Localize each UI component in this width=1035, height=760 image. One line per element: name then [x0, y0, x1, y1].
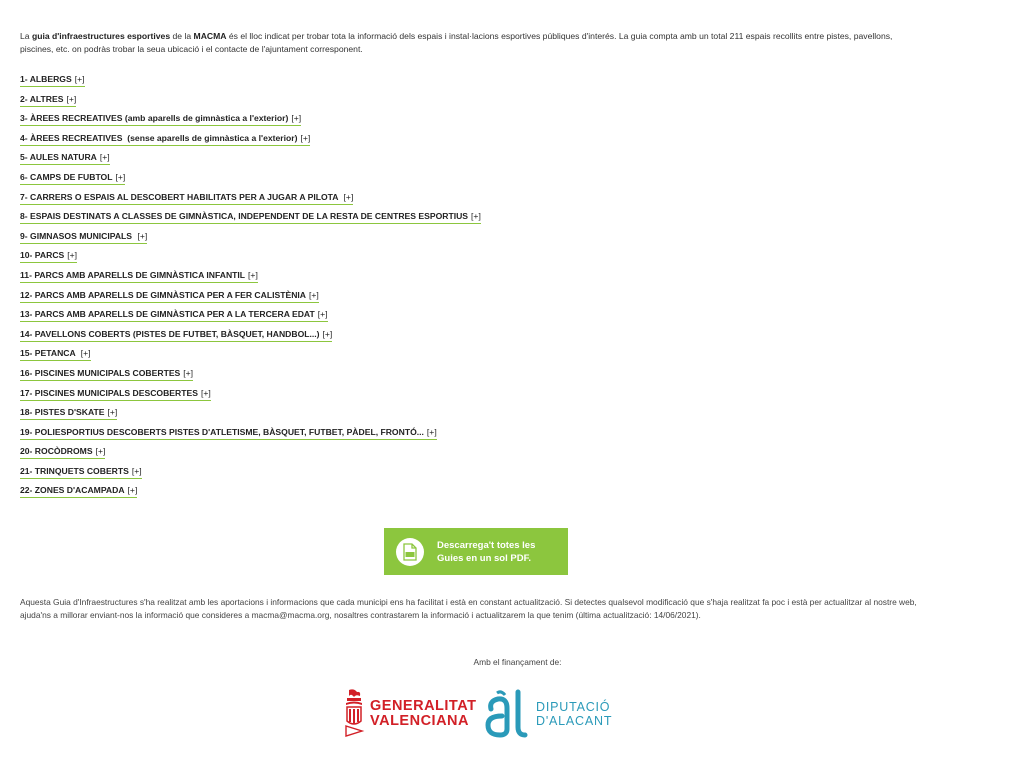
generalitat-valenciana-logo [343, 688, 476, 740]
category-label: 2- ALTRES [20, 93, 64, 104]
expand-toggle[interactable]: [+] [74, 74, 85, 84]
expand-toggle[interactable]: [+] [309, 289, 319, 300]
expand-toggle[interactable]: [+] [107, 407, 118, 418]
category-link[interactable] [20, 329, 332, 342]
gv-line1: GENERALITAT [370, 698, 477, 714]
category-item [20, 290, 481, 310]
category-link[interactable] [20, 74, 85, 87]
download-label-line2: Guies en un sol PDF. [437, 552, 531, 564]
intro-lead: La [20, 31, 32, 41]
intro-mid: de la [170, 31, 194, 41]
category-link[interactable] [20, 446, 105, 459]
expand-toggle[interactable]: [+] [137, 230, 148, 241]
category-item [20, 485, 481, 505]
expand-toggle[interactable]: [+] [99, 152, 110, 163]
expand-toggle[interactable]: [+] [343, 191, 354, 202]
expand-toggle[interactable]: [+] [127, 485, 138, 496]
category-link[interactable] [20, 368, 193, 381]
update-note: Aquesta Guia d'Infraestructures s'ha realitzat amb les aportacions i informacions que cada municipi ens ha facilitat i està en constant actualització. Si detectes qualsevol modificació que s'haja realitzat fa poc i està per actualitzar al nostre web, ajuda'ns a millorar enviant-nos la informació que consideres a macma@macma.org, nosaltres contrastarem la informació i actualitzarem la que tenim (última actualització: 14/06/2021). [20, 597, 917, 620]
category-item [20, 407, 481, 427]
diputacio-alacant-logo [485, 689, 612, 739]
category-label: 13- PARCS AMB APARELLS DE GIMNÀSTICA PER A LA TERCERA EDAT [20, 309, 315, 320]
download-all-pdf-button[interactable] [384, 528, 568, 575]
expand-toggle[interactable]: [+] [300, 132, 311, 143]
category-label: 3- ÀREES RECREATIVES (amb aparells de gimnàstica a l'exterior) [20, 113, 289, 124]
category-label: 4- ÀREES RECREATIVES (sense aparells de gimnàstica a l'exterior) [20, 132, 298, 143]
category-link[interactable] [20, 348, 91, 361]
category-link[interactable] [20, 250, 77, 263]
category-item [20, 74, 481, 94]
gv-line2: VALENCIANA [370, 713, 469, 729]
category-item [20, 133, 481, 153]
intro-rest: és el lloc indicat per trobar tota la informació dels espais i instal·lacions esportives públiques d'interés. La guia compta amb un total 211 espais recollits entre pistes, pavellons, piscines, etc. on podràs trobar la seua ubicació i el contacte de l'ajuntament corresponent. [20, 31, 893, 54]
category-link[interactable] [20, 290, 319, 303]
intro-paragraph [20, 30, 920, 56]
category-item [20, 192, 481, 212]
category-label: 9- GIMNASOS MUNICIPALS [20, 230, 135, 241]
category-link[interactable] [20, 466, 142, 479]
expand-toggle[interactable]: [+] [80, 348, 91, 359]
category-label: 17- PISCINES MUNICIPALS DESCOBERTES [20, 387, 198, 398]
expand-toggle[interactable]: [+] [471, 211, 481, 222]
intro-guide-name: guia d'infraestructures esportives [31, 31, 171, 41]
category-label: 6- CAMPS DE FUBTOL [20, 171, 113, 182]
download-label [437, 539, 552, 565]
category-label: 10- PARCS [20, 250, 65, 261]
category-link[interactable] [20, 407, 117, 420]
category-item [20, 427, 481, 447]
category-label: 15- PETANCA [20, 348, 78, 359]
category-list [20, 74, 481, 505]
expand-toggle[interactable]: [+] [426, 426, 437, 437]
generalitat-valenciana-emblem-icon [343, 688, 365, 740]
category-label: 7- CARRERS O ESPAIS AL DESCOBERT HABILITATS PER A JUGAR A PILOTA [20, 191, 341, 202]
expand-toggle[interactable]: [+] [67, 250, 78, 261]
pdf-file-icon [396, 538, 424, 566]
category-label: 21- TRINQUETS COBERTS [20, 465, 129, 476]
dip-line1: DIPUTACIÓ [536, 700, 611, 714]
generalitat-valenciana-wordmark [370, 699, 476, 729]
category-item [20, 94, 481, 114]
category-item [20, 211, 481, 231]
category-label: 22- ZONES D'ACAMPADA [20, 485, 125, 496]
category-item [20, 172, 481, 192]
diputacio-alacant-emblem-icon [485, 689, 529, 739]
category-item [20, 309, 481, 329]
category-item [20, 348, 481, 368]
category-link[interactable] [20, 309, 328, 322]
category-label: 12- PARCS AMB APARELLS DE GIMNÀSTICA PER A FER CALISTÈNIA [20, 289, 306, 300]
category-link[interactable] [20, 94, 76, 107]
category-label: 20- ROCÒDROMS [20, 446, 93, 457]
category-link[interactable] [20, 388, 211, 401]
category-item [20, 250, 481, 270]
category-label: 8- ESPAIS DESTINATS A CLASSES DE GIMNÀSTICA, INDEPENDENT DE LA RESTA DE CENTRES ESPORTIUS [20, 211, 469, 222]
expand-toggle[interactable]: [+] [183, 367, 194, 378]
expand-toggle[interactable]: [+] [322, 328, 333, 339]
category-label: 11- PARCS AMB APARELLS DE GIMNÀSTICA INFANTIL [20, 269, 246, 280]
category-link[interactable] [20, 270, 258, 283]
expand-toggle[interactable]: [+] [131, 465, 142, 476]
expand-toggle[interactable]: [+] [291, 113, 302, 124]
category-item [20, 368, 481, 388]
category-link[interactable] [20, 152, 110, 165]
category-item [20, 466, 481, 486]
category-label: 14- PAVELLONS COBERTS (PISTES DE FUTBET, BÀSQUET, HANDBOL...) [20, 328, 320, 339]
category-link[interactable] [20, 211, 481, 224]
funding-label: Amb el finançament de: [473, 657, 562, 667]
category-item [20, 388, 481, 408]
category-item [20, 231, 481, 251]
expand-toggle[interactable]: [+] [200, 387, 211, 398]
category-link[interactable] [20, 192, 353, 205]
category-link[interactable] [20, 427, 437, 440]
diputacio-alacant-wordmark [536, 700, 612, 728]
expand-toggle[interactable]: [+] [66, 93, 77, 104]
expand-toggle[interactable]: [+] [248, 269, 258, 280]
category-label: 16- PISCINES MUNICIPALS COBERTES [20, 367, 181, 378]
category-item [20, 446, 481, 466]
category-item [20, 270, 481, 290]
expand-toggle[interactable]: [+] [115, 171, 126, 182]
expand-toggle[interactable]: [+] [95, 446, 106, 457]
category-link[interactable] [20, 133, 310, 146]
category-item [20, 329, 481, 349]
intro-org: MACMA [193, 31, 227, 41]
category-item [20, 152, 481, 172]
category-label: 18- PISTES D'SKATE [20, 407, 105, 418]
dip-line2: D'ALACANT [536, 714, 613, 728]
category-label: 5- AULES NATURA [20, 152, 97, 163]
category-link[interactable] [20, 485, 137, 498]
category-link[interactable] [20, 172, 125, 185]
category-link[interactable] [20, 231, 147, 244]
expand-toggle[interactable]: [+] [317, 309, 328, 320]
download-label-line1: Descarrega't totes les [437, 539, 536, 551]
category-label: 19- POLIESPORTIUS DESCOBERTS PISTES D'ATLETISME, BÀSQUET, FUTBET, PÀDEL, FRONTÓ... [20, 426, 424, 437]
category-item [20, 113, 481, 133]
category-link[interactable] [20, 113, 301, 126]
category-label: 1- ALBERGS [20, 74, 72, 84]
